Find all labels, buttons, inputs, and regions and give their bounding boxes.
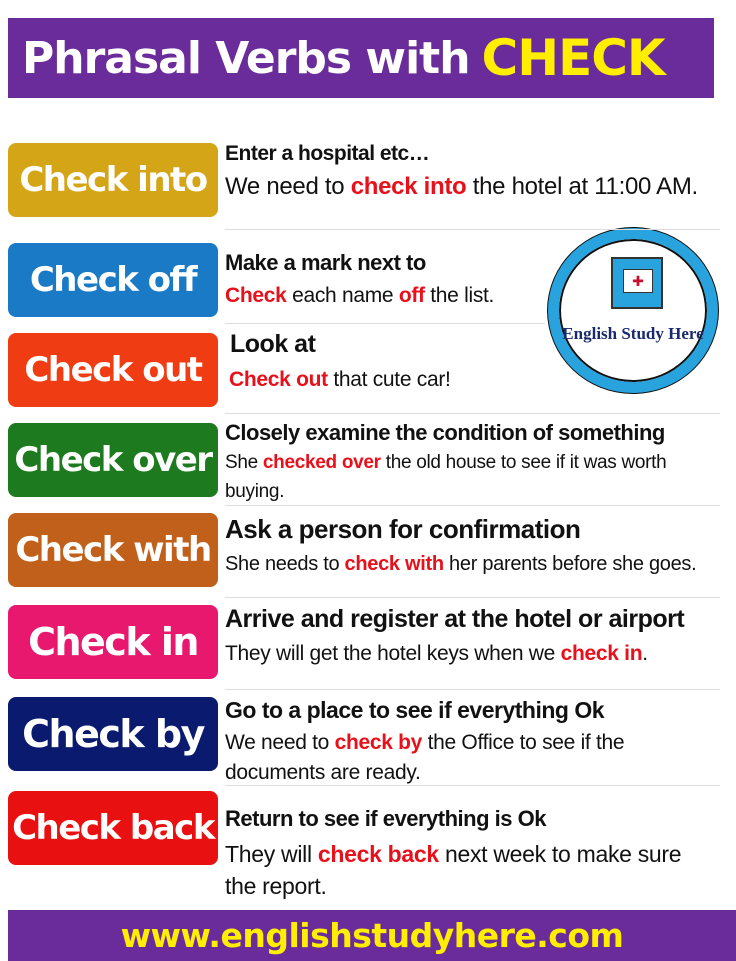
example-text: her parents before she goes. — [443, 553, 697, 575]
example-text: the list. — [424, 284, 495, 307]
verb-label-check-into: Check into — [8, 143, 218, 217]
highlighted-verb: Check out — [229, 368, 328, 391]
highlighted-verb: check into — [350, 173, 467, 200]
example-text: next week to make sure the report. — [225, 841, 682, 899]
example-text: They will — [225, 841, 318, 867]
book-icon — [611, 257, 663, 309]
divider — [225, 229, 720, 230]
example-text: They will get the hotel keys when we — [225, 642, 561, 665]
definition: Ask a person for confirmation — [225, 514, 581, 544]
definition: Enter a hospital etc… — [225, 142, 430, 165]
example-text: the old house to see if it was worth buying. — [225, 452, 667, 502]
verb-label-check-out: Check out — [8, 333, 218, 407]
example-text: We need to — [225, 731, 335, 754]
highlighted-verb: off — [398, 284, 425, 307]
example-text: She — [225, 452, 263, 473]
example-text: She needs to — [225, 553, 345, 575]
example — [229, 365, 539, 395]
divider — [225, 785, 720, 786]
highlighted-verb: Check — [225, 284, 287, 307]
example — [225, 448, 705, 506]
verb-label-check-with: Check with — [8, 513, 218, 587]
example — [225, 639, 735, 669]
highlighted-verb: check by — [334, 731, 423, 754]
definition: Look at — [230, 330, 316, 358]
example — [225, 281, 535, 311]
example — [225, 549, 735, 579]
highlighted-verb: check in — [560, 642, 643, 665]
website-url[interactable]: www.englishstudyhere.com — [120, 916, 624, 955]
verb-label-check-off: Check off — [8, 243, 218, 317]
example-text: the Office to see if the documents are ready. — [225, 731, 625, 784]
english-study-here-logo — [548, 228, 718, 393]
example — [225, 728, 695, 788]
divider — [225, 505, 720, 506]
uk-flag-icon: ✚ — [623, 269, 653, 293]
page-title — [8, 18, 714, 98]
title-text: Phrasal Verbs with — [22, 32, 470, 84]
definition: Arrive and register at the hotel or airport — [225, 605, 685, 633]
highlighted-verb: checked over — [262, 452, 381, 473]
example-text: We need to — [225, 173, 351, 200]
divider — [225, 323, 545, 324]
highlighted-verb: check back — [317, 841, 439, 867]
website-footer — [8, 910, 736, 961]
divider — [225, 689, 720, 690]
divider — [225, 413, 720, 414]
example-text: that cute car! — [327, 368, 451, 391]
divider — [225, 597, 720, 598]
verb-label-check-back: Check back — [8, 791, 218, 865]
example-text: the hotel at 11:00 AM. — [466, 173, 698, 200]
definition: Make a mark next to — [225, 250, 426, 275]
example-text: each name — [286, 284, 399, 307]
title-keyword: CHECK — [481, 29, 665, 87]
verb-label-check-by: Check by — [8, 697, 218, 771]
verb-label-check-over: Check over — [8, 423, 218, 497]
definition: Closely examine the condition of something — [225, 420, 665, 445]
verb-label-check-in: Check in — [8, 605, 218, 679]
example-text: . — [642, 642, 648, 665]
example — [225, 838, 715, 902]
example — [225, 172, 725, 202]
definition: Return to see if everything is Ok — [225, 806, 546, 831]
logo-text: English Study Here — [562, 324, 704, 343]
definition: Go to a place to see if everything Ok — [225, 697, 605, 723]
highlighted-verb: check with — [344, 553, 444, 575]
